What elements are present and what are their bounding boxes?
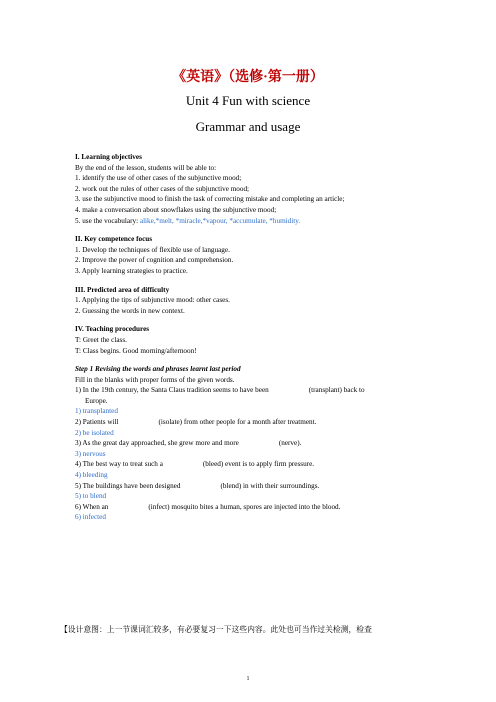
objective-item: 2. work out the rules of other cases of the subjunctive mood; bbox=[75, 184, 250, 193]
difficulty-heading: III. Predicted area of difficulty bbox=[75, 285, 170, 294]
question-6 bbox=[75, 502, 427, 513]
question-text: 5) The buildings have been designed bbox=[75, 481, 181, 490]
vocab-prefix: 5. use the vocabulary: bbox=[75, 216, 140, 225]
question-1-continued: Europe. bbox=[85, 396, 108, 405]
question-text: (bleed) event is to apply firm pressure. bbox=[202, 460, 315, 469]
answer-6: 6) infected bbox=[75, 513, 106, 522]
question-text: 1) In the 19th century, the Santa Claus tradition seems to have been bbox=[75, 386, 269, 395]
document-title: 《英语》（选修·第一册） bbox=[172, 70, 324, 85]
objective-item-vocab bbox=[75, 216, 427, 227]
objectives-heading: I. Learning objectives bbox=[75, 153, 142, 161]
objectives-intro: By the end of the lesson, students will be able to: bbox=[75, 163, 217, 172]
step1-instruction: Fill in the blanks with proper forms of the given words. bbox=[75, 375, 235, 384]
unit-title: Unit 4 Fun with science bbox=[185, 93, 311, 108]
procedure-line: T: Greet the class. bbox=[75, 335, 127, 344]
competence-item: 2. Improve the power of cognition and comprehension. bbox=[75, 256, 234, 265]
answer-2: 2) be isolated bbox=[75, 428, 114, 437]
question-text: 4) The best way to treat such a bbox=[75, 460, 163, 469]
objective-item: 1. identify the use of other cases of the subjunctive mood; bbox=[75, 174, 242, 183]
competence-item: 1. Develop the techniques of flexible use of language. bbox=[75, 245, 230, 254]
objective-item: 3. use the subjunctive mood to finish the task of correcting mistake and completing an article; bbox=[75, 195, 345, 204]
question-2 bbox=[75, 417, 427, 428]
question-text: (nerve). bbox=[278, 439, 302, 448]
document-body bbox=[75, 152, 427, 523]
question-text: (transplant) back to bbox=[308, 386, 365, 395]
procedures-heading: IV. Teaching procedures bbox=[75, 325, 150, 334]
question-3 bbox=[75, 438, 427, 449]
question-text: 6) When an bbox=[75, 502, 109, 511]
competence-heading: II. Key competence focus bbox=[75, 235, 153, 244]
answer-1: 1) transplanted bbox=[75, 407, 118, 416]
procedure-line: T: Class begins. Good morning/afternoon! bbox=[75, 346, 197, 355]
question-text: 3) As the great day approached, she grew more and more bbox=[75, 439, 239, 448]
question-text: (blend) in with their surroundings. bbox=[220, 481, 320, 490]
vocab-words: alike,*melt, *miracle,*vapour, *accumulate, *humidity. bbox=[139, 216, 301, 225]
question-4 bbox=[75, 459, 427, 470]
question-text: (infect) mosquito bites a human, spores are injected into the blood. bbox=[148, 502, 341, 511]
page-number: 1 bbox=[246, 676, 250, 682]
objective-item: 4. make a conversation about snowflakes using the subjunctive mood; bbox=[75, 205, 277, 214]
question-5 bbox=[75, 481, 427, 492]
answer-4: 4) bleeding bbox=[75, 471, 108, 480]
step1-heading: Step 1 Revising the words and phrases learnt last period bbox=[75, 365, 241, 374]
question-1 bbox=[75, 385, 427, 396]
question-text: 2) Patients will bbox=[75, 418, 119, 427]
answer-3: 3) nervous bbox=[75, 449, 106, 458]
section-subtitle: Grammar and usage bbox=[195, 119, 301, 134]
competence-item: 3. Apply learning strategies to practice. bbox=[75, 266, 188, 275]
question-text: (isolate) from other people for a month after treatment. bbox=[158, 418, 317, 427]
design-note: 【设计意图：上一节课词汇较多，有必要复习一下这些内容。此处也可当作过关检测，检查 bbox=[60, 625, 372, 634]
difficulty-item: 1. Applying the tips of subjunctive mood: other cases. bbox=[75, 296, 230, 305]
answer-5: 5) to blend bbox=[75, 492, 107, 501]
difficulty-item: 2. Guessing the words in new context. bbox=[75, 306, 185, 315]
